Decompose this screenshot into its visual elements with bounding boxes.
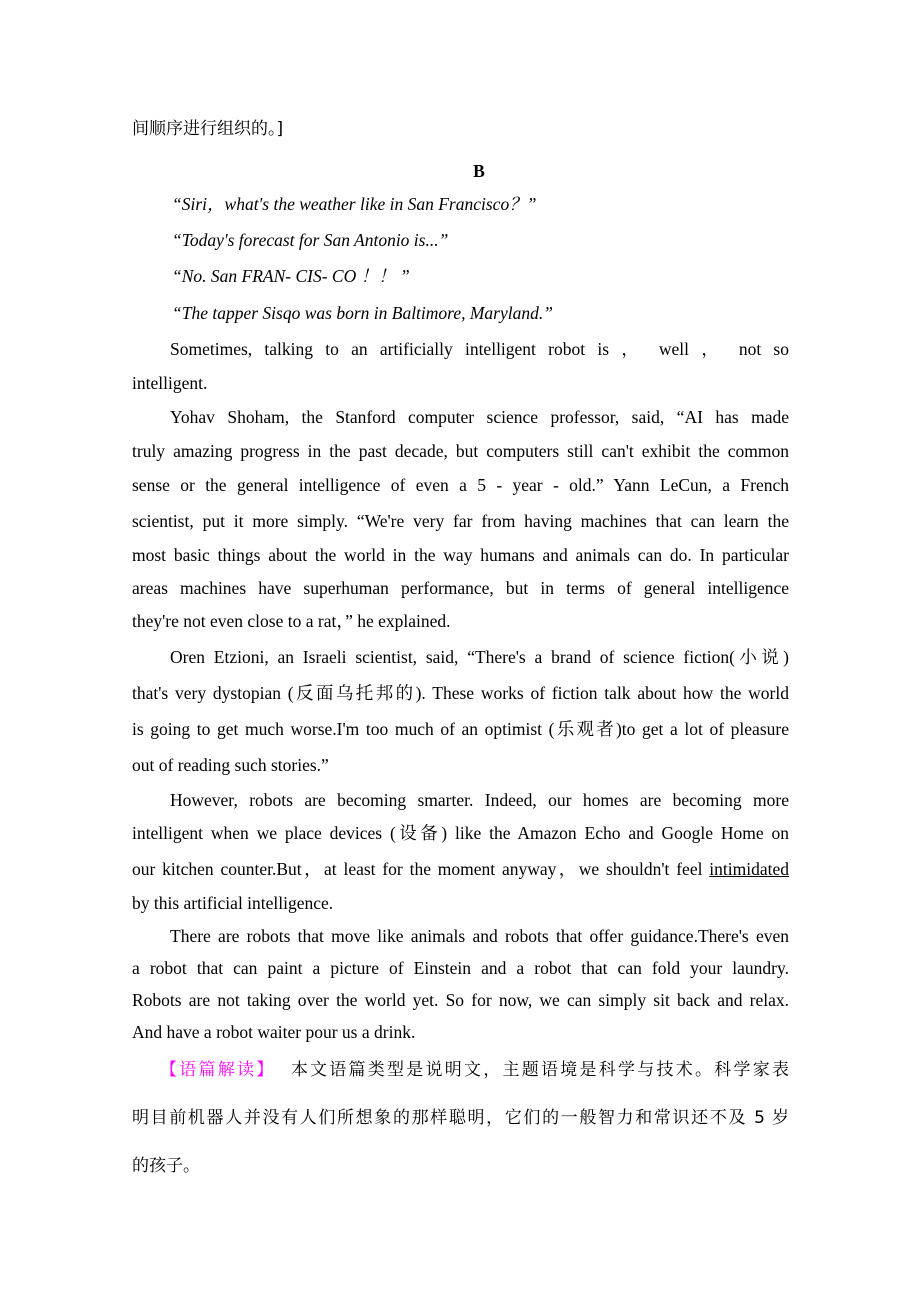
paragraph-line: intelligent when we place devices (设备) like the Amazon Echo and Google Home on xyxy=(132,823,789,843)
paragraph-line: is going to get much worse.I'm too much of an optimist (乐观者)to get a lot of pleasure xyxy=(132,719,789,739)
paragraph-line: areas machines have superhuman performance, but in terms of general intelligence xyxy=(132,578,789,598)
intro-tail: 间顺序进行组织的。] xyxy=(132,119,284,139)
paragraph-line: they're not even close to a rat，” he explained. xyxy=(132,611,451,631)
underlined-word: intimidated xyxy=(709,859,789,879)
paragraph-line: out of reading such stories.” xyxy=(132,755,329,775)
paragraph-line: Oren Etzioni, an Israeli scientist, said, “There's a brand of science fiction(小说) xyxy=(170,647,789,667)
dialogue-line: “The tapper Sisqo was born in Baltimore, Maryland.” xyxy=(172,303,553,323)
analysis-line: 的孩子。 xyxy=(132,1156,200,1176)
analysis-line xyxy=(160,1058,789,1082)
paragraph-line: truly amazing progress in the past decade, but computers still can't exhibit the common xyxy=(132,441,789,461)
analysis-line: 明目前机器人并没有人们所想象的那样聪明，它们的一般智力和常识还不及 5 岁 xyxy=(132,1108,789,1128)
paragraph-line xyxy=(132,857,789,881)
dialogue-line: “Today's forecast for San Antonio is...” xyxy=(172,230,449,250)
paragraph-line: Sometimes, talking to an artificially intelligent robot is ， well ， not so xyxy=(170,339,789,359)
line-text: our kitchen counter.But，at least for the moment anyway，we shouldn't feel xyxy=(132,859,703,879)
paragraph-line: There are robots that move like animals and robots that offer guidance.There's even xyxy=(170,926,789,946)
paragraph-line: scientist, put it more simply. “We're very far from having machines that can learn the xyxy=(132,511,789,531)
paragraph-line: sense or the general intelligence of even a 5 - year - old.” Yann LeCun, a French xyxy=(132,475,789,495)
dialogue-line: “Siri，what's the weather like in San Francisco？” xyxy=(172,194,537,214)
dialogue-line: “No. San FRAN- CIS- CO ！！ ” xyxy=(172,266,410,286)
paragraph-line: that's very dystopian (反面乌托邦的). These works of fiction talk about how the world xyxy=(132,683,789,703)
section-heading: B xyxy=(473,161,485,181)
analysis-label: 【语篇解读】 xyxy=(160,1060,276,1080)
paragraph-line: Yohav Shoham, the Stanford computer science professor, said, “AI has made xyxy=(170,407,789,427)
paragraph-line: And have a robot waiter pour us a drink. xyxy=(132,1022,416,1042)
paragraph-line: by this artificial intelligence. xyxy=(132,893,334,913)
paragraph-line: a robot that can paint a picture of Einstein and a robot that can fold your laundry. xyxy=(132,958,789,978)
paragraph-line: Robots are not taking over the world yet. So for now, we can simply sit back and relax. xyxy=(132,990,789,1010)
paragraph-line: intelligent. xyxy=(132,373,208,393)
paragraph-line: However, robots are becoming smarter. Indeed, our homes are becoming more xyxy=(170,790,789,810)
analysis-text: 本文语篇类型是说明文，主题语境是科学与技术。科学家表 xyxy=(290,1060,790,1080)
paragraph-line: most basic things about the world in the way humans and animals can do. In particular xyxy=(132,545,789,565)
